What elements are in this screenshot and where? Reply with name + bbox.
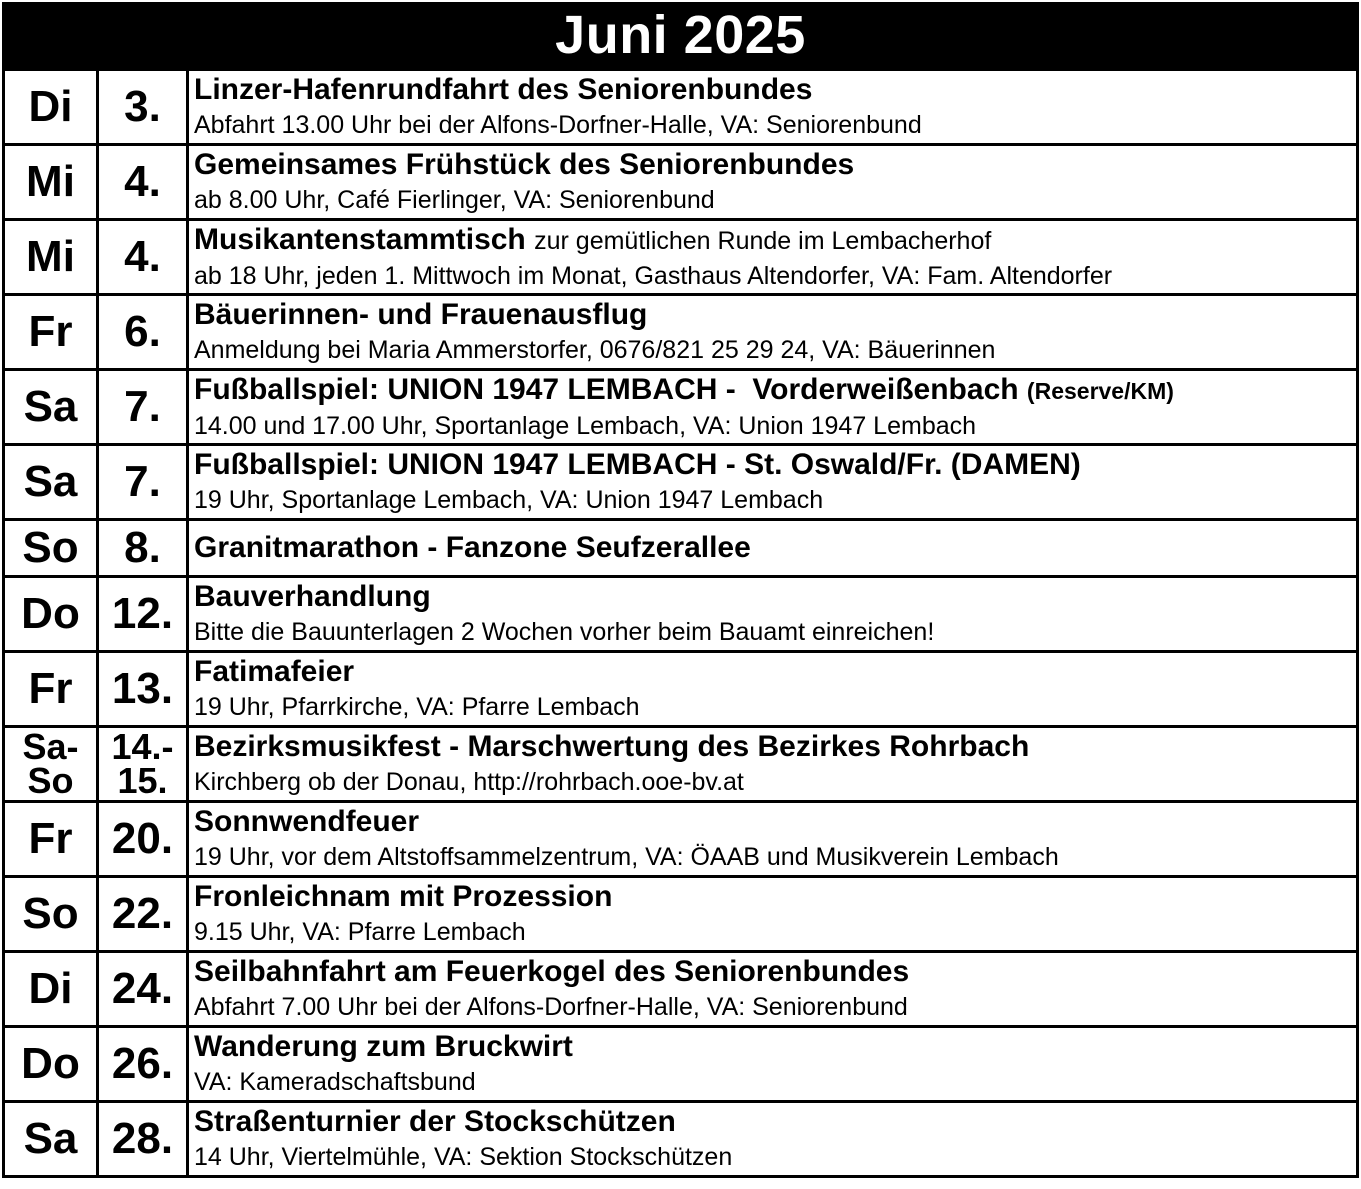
event-row [4, 370, 1358, 445]
event-row [4, 727, 1358, 802]
event-title: Seilbahnfahrt am Feuerkogel des Seniorenbundes [194, 955, 910, 988]
event-detail: Bitte die Bauunterlagen 2 Wochen vorher beim Bauamt einreichen! [194, 618, 935, 646]
event-title: Bauverhandlung [194, 580, 431, 613]
event-row [4, 1102, 1358, 1177]
events-table [2, 68, 1359, 1178]
event-row [4, 145, 1358, 220]
date: 22. [98, 877, 188, 952]
date: 28. [98, 1102, 188, 1177]
weekday: Di [4, 70, 98, 145]
weekday: Di [4, 952, 98, 1027]
event-cell [188, 445, 1358, 520]
date: 7. [98, 445, 188, 520]
weekday: Fr [4, 802, 98, 877]
weekday: So [4, 520, 98, 577]
event-title: Bezirksmusikfest - Marschwertung des Bezirkes Rohrbach [194, 730, 1030, 763]
event-title: Musikantenstammtisch [194, 222, 526, 256]
weekday: Sa [4, 1102, 98, 1177]
event-title: Fronleichnam mit Prozession [194, 880, 613, 913]
weekday: Fr [4, 652, 98, 727]
weekday: Do [4, 577, 98, 652]
weekday-line: So [27, 760, 74, 801]
weekday: Mi [4, 220, 98, 295]
event-title-suffix: zur gemütlichen Runde im Lembacherhof [534, 226, 992, 255]
event-title: Fußballspiel: UNION 1947 LEMBACH - Vorderweißenbach [194, 372, 1019, 406]
event-title: Straßenturnier der Stockschützen [194, 1105, 676, 1138]
event-detail: Abfahrt 13.00 Uhr bei der Alfons-Dorfner-Halle, VA: Seniorenbund [194, 111, 922, 139]
event-title-suffix: (Reserve/KM) [1026, 377, 1174, 404]
event-row [4, 220, 1358, 295]
event-detail: 14 Uhr, Viertelmühle, VA: Sektion Stockschützen [194, 1143, 733, 1171]
event-detail: Kirchberg ob der Donau, http://rohrbach.ooe-bv.at [194, 768, 744, 796]
event-title-line [194, 222, 1356, 259]
event-row [4, 445, 1358, 520]
date [98, 727, 188, 802]
date: 12. [98, 577, 188, 652]
date: 20. [98, 802, 188, 877]
event-cell [188, 577, 1358, 652]
event-cell [188, 952, 1358, 1027]
weekday: Sa [4, 370, 98, 445]
event-cell [188, 145, 1358, 220]
event-detail: 19 Uhr, vor dem Altstoffsammelzentrum, VA: ÖAAB und Musikverein Lembach [194, 843, 1059, 871]
date: 4. [98, 220, 188, 295]
date: 3. [98, 70, 188, 145]
calendar-page [2, 2, 1359, 1185]
event-row [4, 802, 1358, 877]
date-line: 15. [117, 760, 168, 801]
event-title: Gemeinsames Frühstück des Seniorenbundes [194, 148, 855, 181]
event-cell [188, 877, 1358, 952]
event-title: Wanderung zum Bruckwirt [194, 1030, 573, 1063]
event-detail: ab 8.00 Uhr, Café Fierlinger, VA: Seniorenbund [194, 186, 715, 214]
event-cell [188, 70, 1358, 145]
event-title-line [194, 372, 1356, 409]
weekday-line: Sa- [22, 726, 79, 767]
event-detail: ab 18 Uhr, jeden 1. Mittwoch im Monat, Gasthaus Altendorfer, VA: Fam. Altendorfer [194, 261, 1113, 290]
event-detail: Abfahrt 7.00 Uhr bei der Alfons-Dorfner-Halle, VA: Seniorenbund [194, 993, 908, 1021]
event-title: Linzer-Hafenrundfahrt des Seniorenbundes [194, 73, 813, 106]
event-detail: 19 Uhr, Sportanlage Lembach, VA: Union 1947 Lembach [194, 486, 824, 514]
event-row [4, 952, 1358, 1027]
date: 8. [98, 520, 188, 577]
event-row [4, 652, 1358, 727]
date-line: 14.- [111, 726, 174, 767]
event-detail: 14.00 und 17.00 Uhr, Sportanlage Lembach, VA: Union 1947 Lembach [194, 411, 977, 440]
event-row [4, 1027, 1358, 1102]
date: 24. [98, 952, 188, 1027]
event-title: Fatimafeier [194, 655, 355, 688]
weekday: Mi [4, 145, 98, 220]
event-cell [188, 1102, 1358, 1177]
event-cell [188, 727, 1358, 802]
date: 26. [98, 1027, 188, 1102]
event-cell [188, 520, 1358, 577]
weekday [4, 727, 98, 802]
event-title: Fußballspiel: UNION 1947 LEMBACH - St. Oswald/Fr. (DAMEN) [194, 448, 1081, 481]
event-title: Sonnwendfeuer [194, 805, 420, 838]
date: 13. [98, 652, 188, 727]
event-row [4, 577, 1358, 652]
event-cell [188, 370, 1358, 445]
event-detail: 19 Uhr, Pfarrkirche, VA: Pfarre Lembach [194, 693, 640, 721]
event-detail: Anmeldung bei Maria Ammerstorfer, 0676/821 25 29 24, VA: Bäuerinnen [194, 336, 996, 364]
weekday: Fr [4, 295, 98, 370]
event-cell [188, 1027, 1358, 1102]
date: 4. [98, 145, 188, 220]
event-row [4, 877, 1358, 952]
event-cell [188, 295, 1358, 370]
weekday: Do [4, 1027, 98, 1102]
event-cell [188, 652, 1358, 727]
event-row [4, 295, 1358, 370]
event-row [4, 520, 1358, 577]
weekday: So [4, 877, 98, 952]
event-title: Granitmarathon - Fanzone Seufzerallee [194, 531, 751, 564]
event-detail: VA: Kameradschaftsbund [194, 1068, 476, 1096]
event-detail: 9.15 Uhr, VA: Pfarre Lembach [194, 918, 526, 946]
month-title: Juni 2025 [2, 2, 1359, 68]
event-row [4, 70, 1358, 145]
event-cell [188, 220, 1358, 295]
weekday: Sa [4, 445, 98, 520]
date: 7. [98, 370, 188, 445]
event-cell [188, 802, 1358, 877]
event-title: Bäuerinnen- und Frauenausflug [194, 298, 648, 331]
date: 6. [98, 295, 188, 370]
